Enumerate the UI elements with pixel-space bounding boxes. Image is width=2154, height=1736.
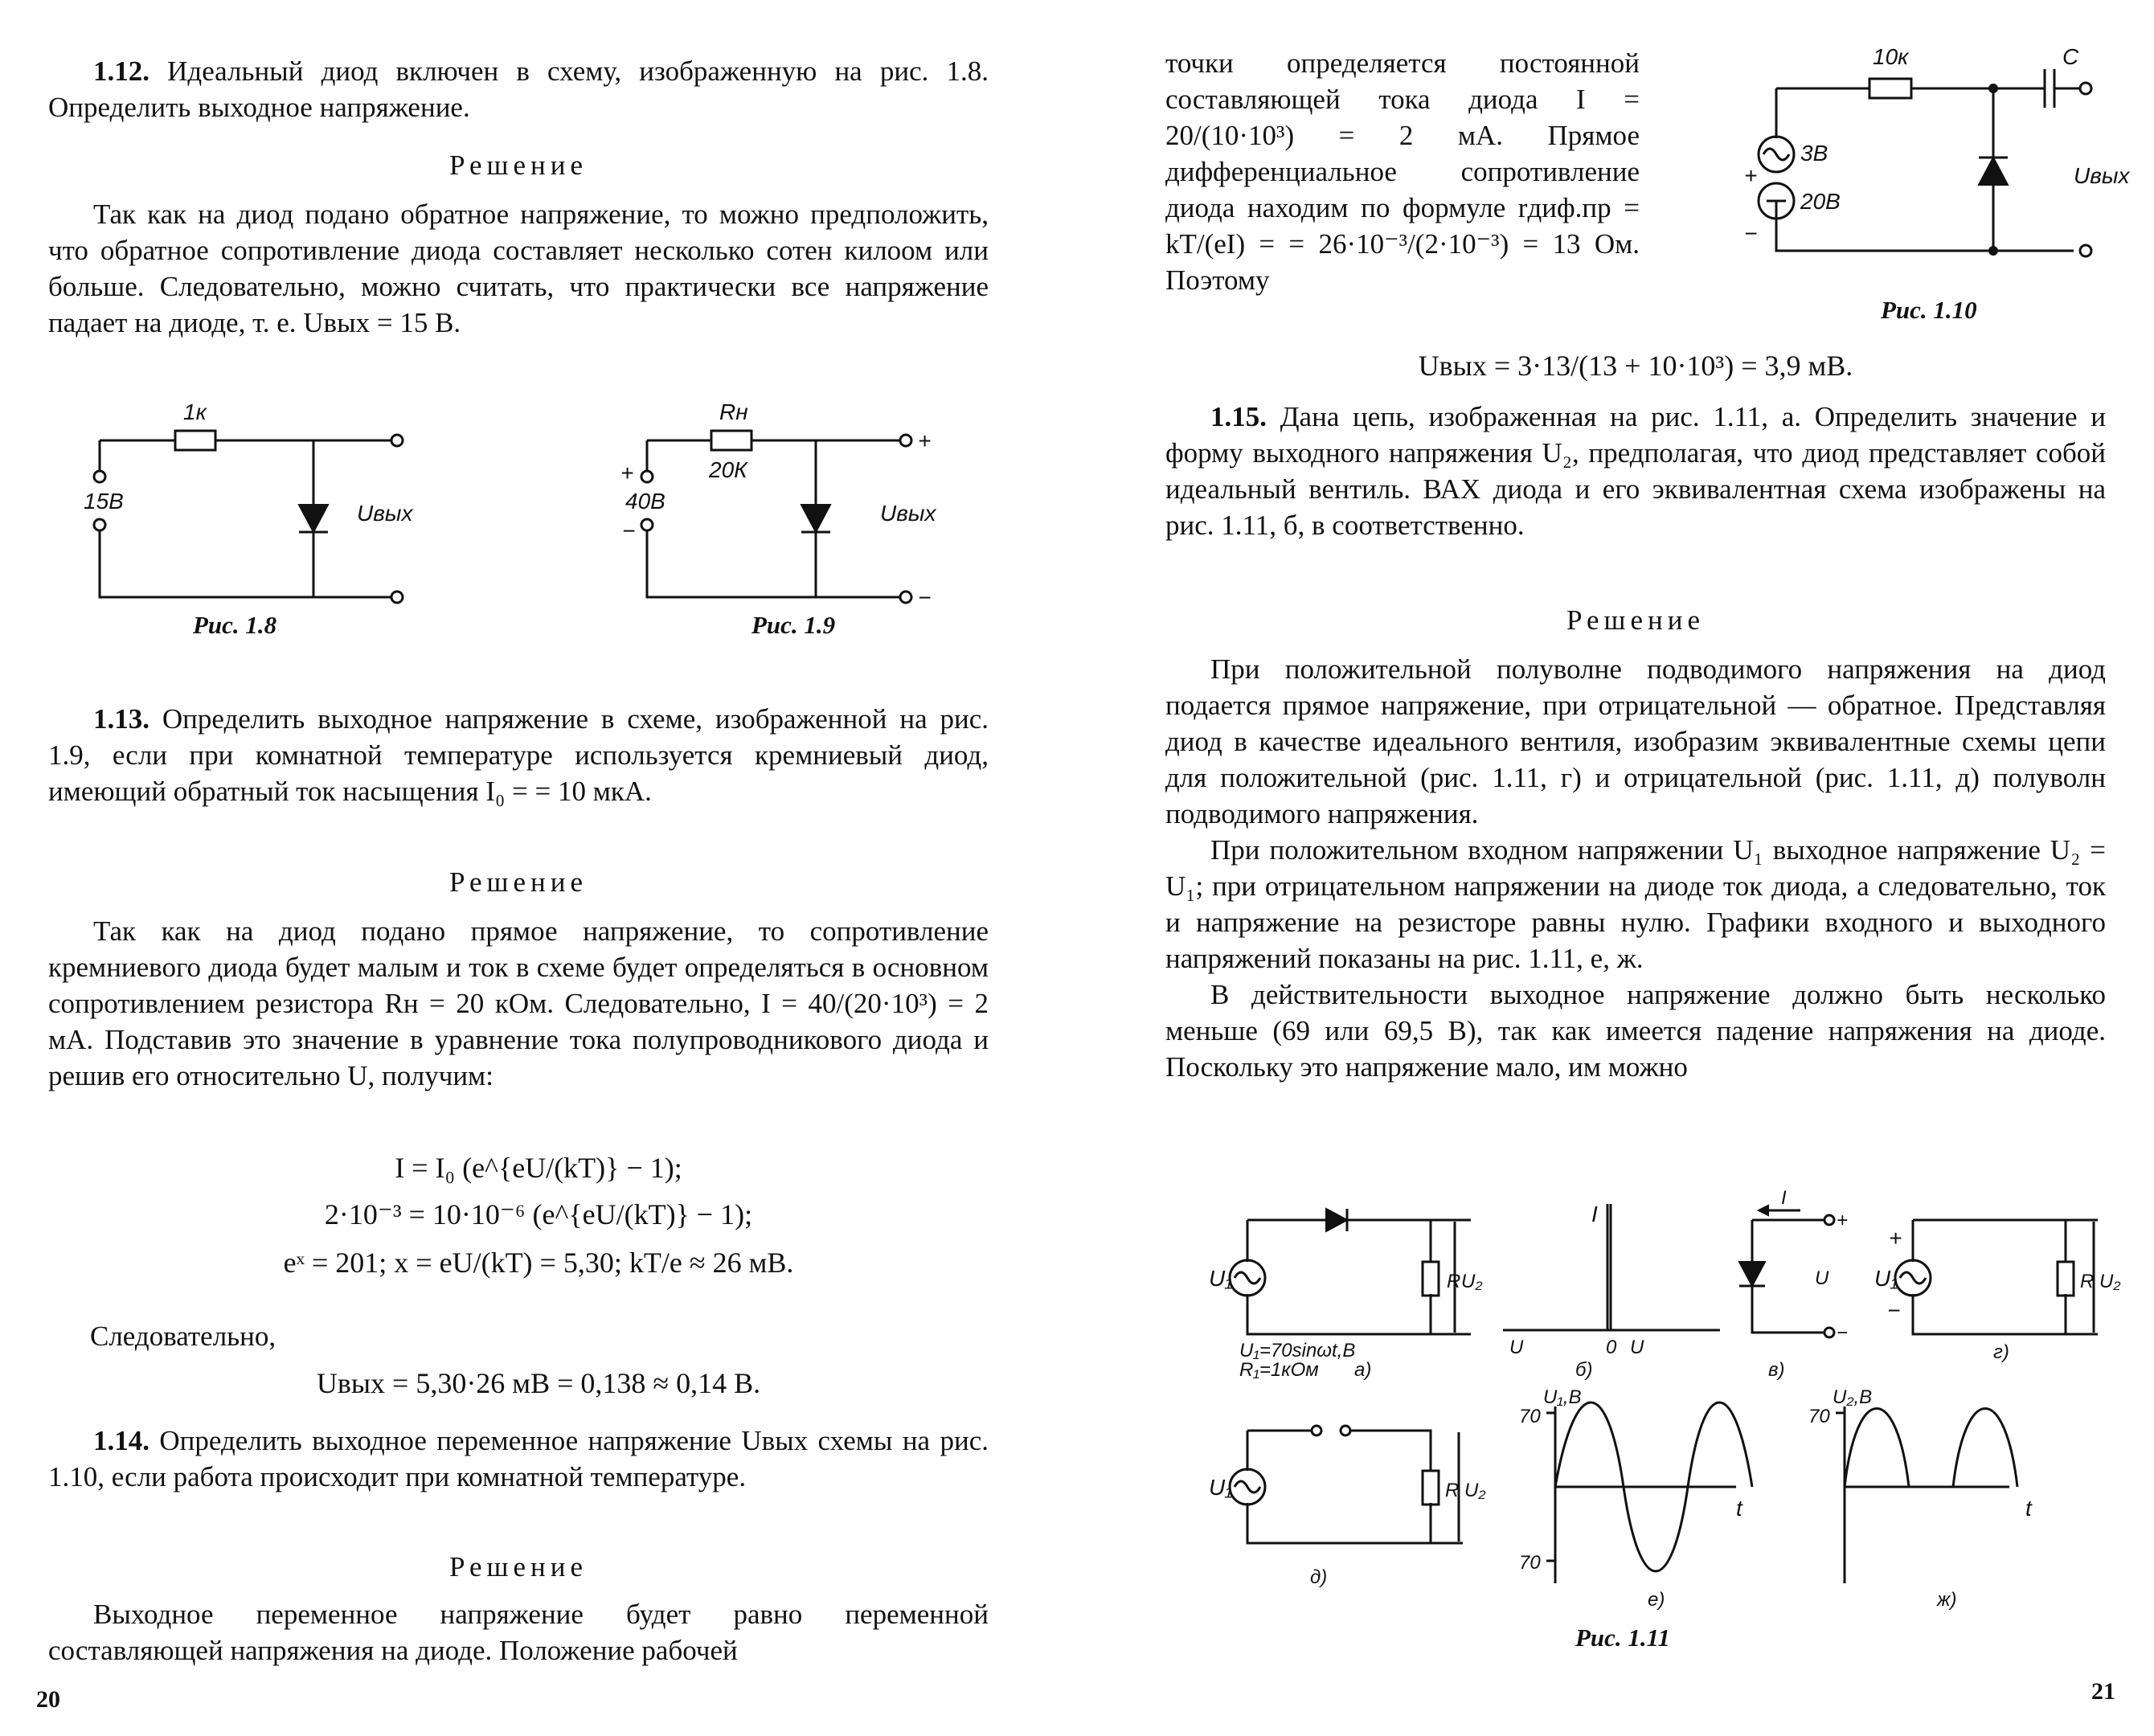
source-minus: − [622,518,636,543]
source-label: U₁ [1209,1266,1233,1291]
axis-label: I [1591,1202,1598,1226]
resistor-value: 20К [709,457,747,482]
figure-1-10 [1712,40,2130,281]
problem-number: 1.14. [93,1425,149,1456]
fig-1-11-g [1874,1220,2120,1363]
resistor-label: R [1445,1480,1460,1501]
tick-label: 70 [1808,1406,1830,1427]
terminal [641,471,653,482]
paragraph: В действительности выходное напряжение должно быть несколько меньше (69 или 69,5 В), так как имеется падение напряжения на диоде. Поскольку это напряжение мало, им можно [1165,979,2106,1083]
paragraph: При положительной полуволне подводимого напряжения на диод подается прямое напряжение, при отрицательной — обратное. Представляя диод в качестве идеального вентиля, изобразим эквивалентные схемы цепи для положительной (рис. 1.11, г) и отрицательной (рис. 1.11, д) полуволн подводимого напряжения. [1165,653,2106,829]
output-label: Uвых [2074,163,2130,188]
problem-1-13 [48,701,989,809]
source-label: 40В [625,489,665,514]
right-page [1077,0,2154,1736]
source-minus: − [1744,221,1758,246]
equation-3: eˣ = 201; x = eU/(kT) = 5,30; kT/e ≈ 26 мВ. [283,1247,794,1279]
output-label: U₂ [1464,1480,1486,1501]
figure-1-8 [80,392,563,601]
paragraph: точки определяется постоянной составляющей тока диода I = 20/(10·10³) = 2 мА. Прямое дифференциальное сопротивление диода находим по формуле rдиф.пр = kT/(eI) = = 26·10⁻³/(2·10⁻³) = 13 Ом. Поэтому [1165,47,1640,296]
resistor-symbol [711,431,751,450]
tick-label: 70 [1519,1406,1541,1427]
source-label: 15В [84,489,124,514]
terminal [641,519,653,530]
minus-sign: − [1887,1298,1901,1323]
axis-label: U [1509,1337,1524,1358]
output-plus: + [918,428,932,453]
axis-label: U₂,В [1833,1386,1873,1408]
minus-sign: − [1837,1322,1849,1344]
page-number: 21 [2091,1678,2115,1705]
solution-text: Так как на диод подано прямое напряжение, то сопротивление кремниевого диода будет малым и ток в схеме будет определяться в основном сопротивлением резистора Rн = 20 кОм. Следовательно, I = 40/(20·10³) = 2 мА. Подставив это значение в уравнение тока полупроводникового диода и решив его относительно U, получим: [48,915,989,1091]
solution-heading: Решение [448,149,588,181]
page-number: 20 [36,1686,60,1713]
diode-symbol [1979,158,2008,185]
problem-number: 1.12. [93,55,149,87]
equation-1: I = I₀ (e^{eU/(kT)} − 1); [395,1152,682,1184]
fig-1-11-e [1519,1386,1752,1611]
figure-1-11 [1190,1187,2138,1648]
note: U₁=70sinωt,В [1239,1340,1356,1361]
fig-1-11-zh [1808,1386,2033,1611]
plus-sign: + [1889,1226,1902,1251]
problem-number: 1.13. [93,703,149,735]
sub-label: д) [1310,1566,1328,1588]
tick-label: 70 [1519,1552,1541,1574]
terminal [2080,83,2091,94]
problem-text: Идеальный диод включен в схему, изображенную на рис. 1.8. Определить выходное напряжение. [48,55,989,123]
source-label: U₁ [1874,1266,1898,1291]
terminal [94,519,105,530]
solution-text: Выходное переменное напряжение будет равно переменной составляющей напряжения на диоде. Положение рабочей [48,1599,989,1666]
problem-text: Определить выходное переменное напряжение Uвых схемы на рис. 1.10, если работа происходит при комнатной температуре. [48,1425,989,1492]
sub-label: ж) [1937,1589,1957,1611]
output-label: U₂ [2099,1271,2121,1292]
figure-caption: Рис. 1.11 [1575,1623,1670,1652]
solution-heading: Решение [1566,604,1706,636]
axis-label: t [1736,1496,1742,1521]
sub-label: е) [1648,1589,1665,1611]
sub-label: г) [1993,1341,2009,1363]
dc-source-label: 20В [1800,189,1841,214]
problem-text: Дана цепь, изображенная на рис. 1.11, а. Определить значение и форму выходного напряжения U₂, предполагая, что диод представляет собой идеальный вентиль. ВАХ диода и его эквивалентная схема изображены на рис. 1.11, б, в соответственно. [1165,401,2106,541]
diode-symbol [299,505,328,532]
fig-1-11-a [1209,1209,1482,1381]
resistor-symbol [1423,1471,1439,1505]
voltage-label: U [1815,1267,1829,1289]
sub-label: б) [1575,1359,1593,1381]
diode-symbol [1326,1209,1347,1231]
solution-1-12 [48,196,989,341]
figure-caption: Рис. 1.8 [193,611,277,639]
terminal [94,471,105,482]
resistor-symbol [2058,1262,2074,1296]
resistor-label: Rн [719,399,748,424]
resistor-label: R [1447,1271,1461,1292]
figure-caption: Рис. 1.9 [751,611,836,639]
resistor-label: 1к [183,399,207,424]
solution-text: Так как на диод подано обратное напряжение, то можно предположить, что обратное сопротивление диода составляет несколько сотен килоом или больше. Следовательно, можно считать, что практически все напряжение падает на диоде, т. е. Uвых = 15 В. [48,199,989,338]
equation-output: Uвых = 3·13/(13 + 10·10³) = 3,9 мВ. [1418,350,1853,382]
source-plus: + [1744,163,1758,188]
terminal [900,592,911,603]
problem-1-12 [48,53,989,125]
resistor-label: 10к [1873,44,1909,69]
current-label: I [1781,1187,1787,1209]
axis-label: t [2025,1496,2032,1521]
problem-number: 1.15. [1210,401,1267,432]
sub-label: а) [1354,1359,1372,1381]
solution-1-14 [48,1596,989,1668]
equation-2: 2·10⁻³ = 10·10⁻⁶ (e^{eU/(kT)} − 1); [324,1198,753,1230]
ac-source-label: 3В [1800,141,1828,166]
fig-1-11-b [1503,1202,1720,1381]
axis-label: 0 [1606,1337,1617,1358]
solution-heading: Решение [448,1551,588,1582]
figure-1-9 [619,392,1021,610]
fig-1-11-d [1209,1426,1485,1588]
problem-text: Определить выходное напряжение в схеме, изображенной на рис. 1.9, если при комнатной температуре используется кремниевый диод, имеющий обратный ток насыщения I₀ = = 10 мкА. [48,703,989,807]
output-label: Uвых [880,501,936,526]
source-plus: + [620,461,634,485]
source-label: U₁ [1209,1475,1233,1500]
output-label: U₂ [1461,1271,1483,1292]
terminal [391,435,403,446]
terminal [2080,245,2091,256]
output-label: Uвых [357,501,413,526]
solution-heading: Решение [448,866,588,898]
resistor-label: R [2080,1271,2095,1292]
output-minus: − [918,585,932,610]
resistor-symbol [1869,79,1911,98]
figure-caption: Рис. 1.10 [1881,296,1977,324]
plus-sign: + [1837,1210,1849,1231]
continued-text [1165,45,1640,298]
note: R₁=1кОм [1239,1359,1319,1381]
diode-symbol [801,505,830,532]
therefore-text: Следовательно, [90,1320,276,1352]
problem-1-14 [48,1423,989,1495]
problem-1-15 [1165,399,2106,543]
capacitor-label: C [2062,44,2079,69]
terminal [900,435,911,446]
axis-label: U [1630,1337,1644,1358]
paragraph: При положительном входном напряжении U₁ выходное напряжение U₂ = U₁; при отрицательном напряжении на диоде ток диода, а следовательно, ток и напряжение на резисторе равны нулю. Графики входного и выходного напряжений показаны на рис. 1.11, е, ж. [1165,834,2106,974]
solution-1-15 [1165,651,2106,1085]
terminal [391,592,403,603]
axis-label: U₁,В [1543,1386,1582,1408]
sub-label: в) [1768,1359,1785,1381]
solution-1-13 [48,913,989,1094]
equation-4: Uвых = 5,30·26 мВ = 0,138 ≈ 0,14 В. [316,1367,761,1399]
fig-1-11-v [1739,1187,1848,1381]
resistor-symbol [175,431,215,450]
diode-symbol [1739,1262,1765,1286]
resistor-symbol [1423,1262,1439,1296]
